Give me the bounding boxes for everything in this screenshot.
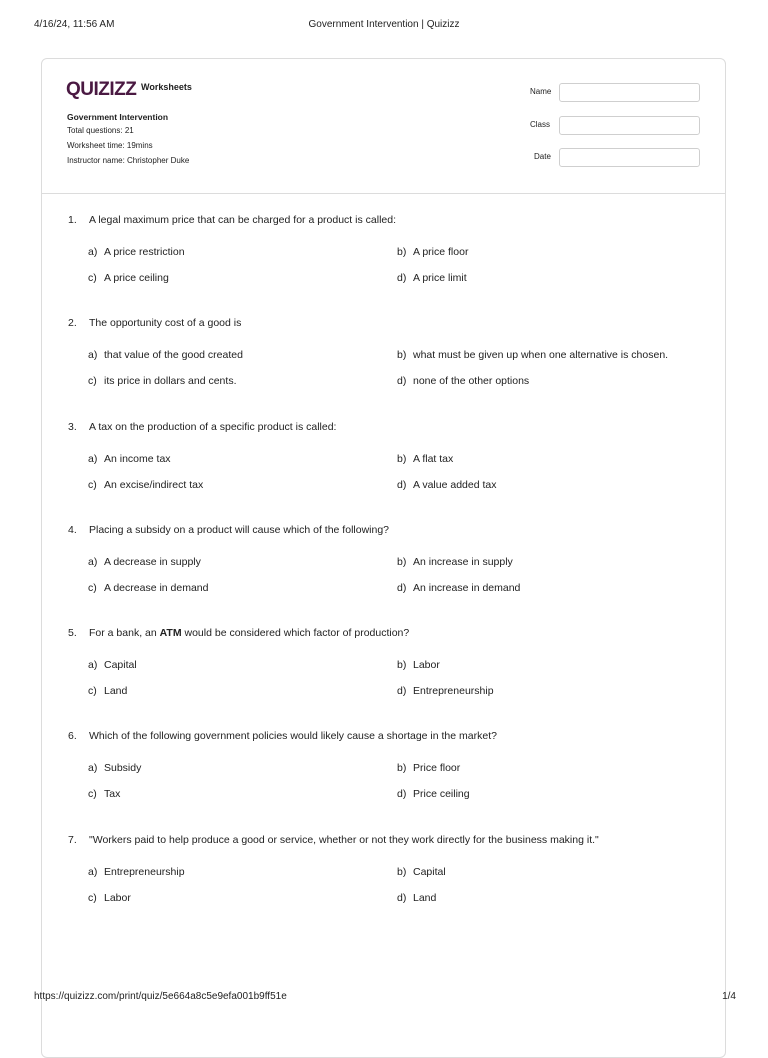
option-letter: d)	[397, 891, 407, 904]
worksheet-card	[41, 58, 726, 1058]
option-b	[397, 762, 460, 774]
option-c	[88, 582, 209, 594]
question-1	[42, 214, 725, 317]
option-c	[88, 685, 127, 697]
option-letter: a)	[88, 659, 98, 672]
worksheet-title: Government Intervention	[67, 112, 169, 122]
total-questions: Total questions: 21	[67, 126, 134, 135]
worksheet-header	[42, 59, 725, 194]
instructor-name: Instructor name: Christopher Duke	[67, 156, 190, 165]
question-text: "Workers paid to help produce a good or service, whether or not they work directly for the business making it."	[89, 833, 599, 846]
option-c	[88, 892, 131, 904]
option-text: A decrease in supply	[104, 555, 201, 568]
question-text-pre: For a bank, an	[89, 627, 160, 640]
option-text: none of the other options	[413, 375, 530, 388]
question-list	[42, 214, 725, 937]
option-text: A price restriction	[104, 246, 185, 258]
question-4	[42, 524, 725, 627]
option-text: Capital	[413, 865, 446, 878]
date-label: Date	[534, 152, 551, 161]
question-stem	[68, 627, 409, 639]
option-text: A value added tax	[413, 478, 497, 491]
option-text: A price limit	[413, 272, 467, 284]
option-letter: a)	[88, 865, 98, 878]
option-text: Entrepreneurship	[104, 865, 185, 878]
option-letter: c)	[88, 788, 97, 801]
option-text: Labor	[413, 659, 440, 672]
option-text: that value of the good created	[104, 349, 243, 362]
option-text: Land	[413, 891, 437, 904]
option-letter: b)	[397, 659, 407, 672]
question-text-post: would be considered which factor of production?	[181, 627, 410, 640]
worksheet-time: Worksheet time: 19mins	[67, 141, 153, 150]
question-stem	[68, 317, 241, 329]
question-text: A tax on the production of a specific product is called:	[89, 420, 337, 433]
question-text: The opportunity cost of a good is	[89, 317, 242, 330]
class-label: Class	[530, 120, 551, 129]
question-7	[42, 834, 725, 937]
question-number: 3.	[68, 420, 77, 433]
question-number: 6.	[68, 730, 77, 743]
option-letter: b)	[397, 555, 407, 568]
option-text: Subsidy	[104, 762, 142, 775]
question-6	[42, 730, 725, 833]
logo-subtitle: Worksheets	[141, 82, 192, 92]
option-letter: c)	[88, 375, 97, 388]
print-date: 4/16/24, 11:56 AM	[34, 19, 115, 30]
option-a	[88, 762, 141, 774]
worksheet-meta	[67, 112, 189, 171]
question-3	[42, 421, 725, 524]
option-d	[397, 892, 436, 904]
option-a	[88, 866, 185, 878]
option-letter: d)	[397, 581, 407, 594]
name-field	[522, 83, 702, 103]
option-letter: c)	[88, 272, 97, 284]
option-text: A price ceiling	[104, 272, 169, 284]
date-input[interactable]	[559, 148, 700, 167]
option-letter: d)	[397, 272, 407, 284]
option-letter: a)	[88, 349, 98, 362]
option-letter: a)	[88, 246, 98, 258]
option-letter: a)	[88, 762, 98, 775]
option-letter: a)	[88, 452, 98, 465]
option-letter: c)	[88, 685, 97, 698]
option-text: Price ceiling	[413, 788, 470, 801]
class-field	[522, 116, 702, 136]
option-text: its price in dollars and cents.	[104, 375, 237, 388]
option-c	[88, 272, 169, 284]
name-label: Name	[530, 87, 552, 96]
question-number: 5.	[68, 627, 77, 640]
option-text: An income tax	[104, 452, 171, 465]
option-a	[88, 659, 137, 671]
option-d	[397, 272, 467, 284]
name-input[interactable]	[559, 83, 700, 102]
option-d	[397, 479, 496, 491]
question-stem	[68, 834, 599, 846]
question-text: Which of the following government policies would likely cause a shortage in the market?	[89, 730, 497, 743]
option-text: An increase in supply	[413, 555, 513, 568]
question-number: 7.	[68, 833, 77, 846]
option-letter: b)	[397, 865, 407, 878]
question-number: 4.	[68, 523, 77, 536]
question-stem	[68, 214, 396, 226]
option-text: An excise/indirect tax	[104, 478, 204, 491]
question-text: Placing a subsidy on a product will cause which of the following?	[89, 523, 390, 536]
page-number: 1/4	[722, 991, 736, 1002]
option-letter: c)	[88, 891, 97, 904]
quizizz-wordmark-icon	[66, 78, 138, 100]
option-text: An increase in demand	[413, 581, 521, 594]
option-text: Labor	[104, 891, 131, 904]
option-letter: b)	[397, 762, 407, 775]
print-footer	[34, 991, 736, 1005]
option-letter: b)	[397, 246, 407, 258]
question-text-bold: ATM	[159, 627, 182, 640]
option-text: Price floor	[413, 762, 461, 775]
option-text: what must be given up when one alternative is chosen.	[413, 349, 669, 362]
option-letter: b)	[397, 349, 407, 362]
option-b	[397, 866, 446, 878]
option-b	[397, 246, 468, 258]
option-a	[88, 556, 201, 568]
option-letter: b)	[397, 452, 407, 465]
question-5	[42, 627, 725, 730]
option-c	[88, 788, 120, 800]
question-number: 1.	[68, 214, 77, 226]
option-letter: c)	[88, 478, 97, 491]
print-url[interactable]: https://quizizz.com/print/quiz/5e664a8c5e9efa001b9ff51e	[34, 991, 287, 1002]
question-2	[42, 317, 725, 420]
option-letter: d)	[397, 375, 407, 388]
option-a	[88, 246, 185, 258]
option-letter: a)	[88, 555, 98, 568]
option-letter: d)	[397, 685, 407, 698]
question-number: 2.	[68, 317, 77, 330]
option-b	[397, 349, 668, 361]
option-a	[88, 453, 171, 465]
question-stem	[68, 524, 389, 536]
option-letter: d)	[397, 788, 407, 801]
question-text: A legal maximum price that can be charged for a product is called:	[89, 214, 396, 226]
option-b	[397, 453, 453, 465]
option-c	[88, 479, 203, 491]
option-d	[397, 375, 529, 387]
option-letter: c)	[88, 581, 97, 594]
question-stem	[68, 421, 336, 433]
option-text: A decrease in demand	[104, 581, 209, 594]
option-c	[88, 375, 236, 387]
print-header	[34, 19, 734, 33]
option-b	[397, 659, 440, 671]
option-d	[397, 788, 470, 800]
option-text: Capital	[104, 659, 137, 672]
option-text: Land	[104, 685, 128, 698]
date-field	[522, 148, 702, 168]
print-title: Government Intervention | Quizizz	[308, 19, 460, 30]
option-d	[397, 685, 494, 697]
option-d	[397, 582, 520, 594]
option-letter: d)	[397, 478, 407, 491]
option-b	[397, 556, 513, 568]
option-text: A flat tax	[413, 452, 454, 465]
quizizz-logo	[66, 78, 192, 100]
question-stem	[68, 730, 497, 742]
option-text: A price floor	[413, 246, 469, 258]
svg-text:QUIZIZZ: QUIZIZZ	[66, 79, 137, 100]
option-text: Entrepreneurship	[413, 685, 494, 698]
class-input[interactable]	[559, 116, 700, 135]
option-text: Tax	[104, 788, 121, 801]
option-a	[88, 349, 243, 361]
